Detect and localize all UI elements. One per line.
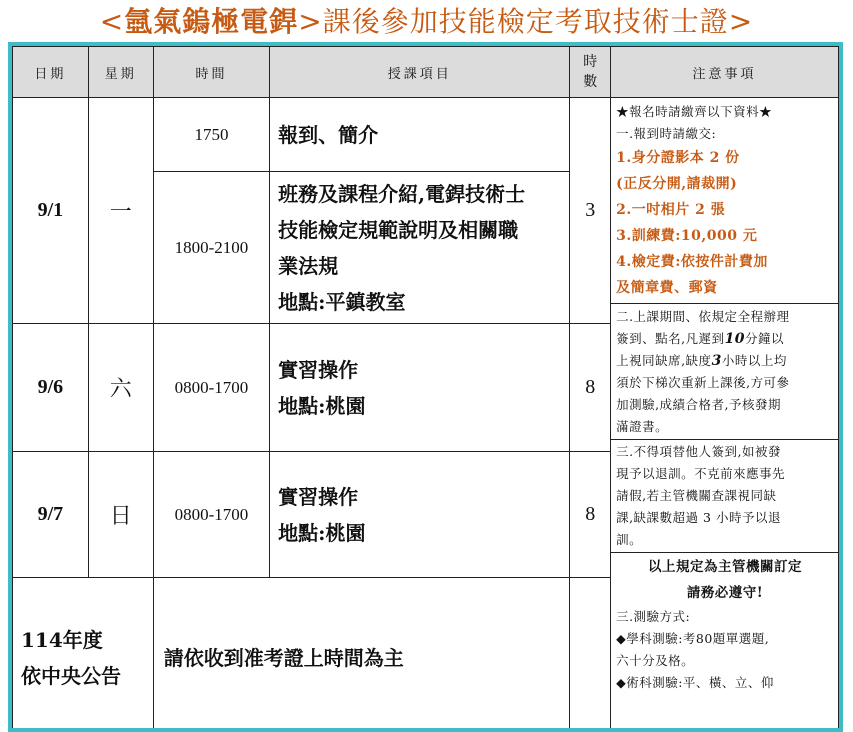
item-line: 實習操作 bbox=[278, 352, 569, 388]
notes-absence-hours: 3 bbox=[712, 353, 722, 369]
header-hours-top: 時 bbox=[570, 52, 610, 72]
row-item bbox=[270, 98, 570, 172]
notes-intro: ★報名時請繳齊以下資料★ bbox=[616, 101, 834, 123]
title-course-name: 氬氣鎢極電銲 bbox=[124, 5, 298, 38]
notes-item3-line: 請假,若主管機關查課視同缺 bbox=[616, 485, 834, 507]
title-subtitle: 課後參加技能檢定考取技術士證> bbox=[323, 5, 753, 38]
item-line: 地點:桃園 bbox=[278, 388, 569, 424]
notes-item1-line: 4.檢定費:依按件計費加 bbox=[616, 249, 834, 275]
row-date: 9/7 bbox=[13, 452, 89, 578]
notes-item2-line bbox=[616, 328, 834, 350]
notes-item1-line: 1.身分證影本 2 份 bbox=[616, 145, 834, 171]
notes-late-minutes: 10 bbox=[725, 331, 745, 347]
notes-item3 bbox=[611, 439, 838, 551]
notes-rule-line: 以上規定為主管機關訂定 bbox=[616, 554, 834, 580]
notes-item2-text: 小時以上均 bbox=[722, 353, 787, 368]
notes-exam-line: ◆術科測驗:平、橫、立、仰 bbox=[616, 672, 834, 694]
year-line: 114年度 bbox=[21, 622, 153, 658]
notes-item1-line: (正反分開,請裁開) bbox=[616, 171, 834, 197]
notes-item1-line: 2.一吋相片 2 張 bbox=[616, 197, 834, 223]
header-notes: 注意事項 bbox=[611, 47, 839, 98]
header-date: 日期 bbox=[13, 47, 89, 98]
item-line: 業法規 bbox=[278, 248, 569, 284]
title-bracket-close: > bbox=[298, 5, 322, 38]
notes-exam-line: 三.測驗方式: bbox=[616, 606, 834, 628]
notes-item2-line: 滿證書。 bbox=[616, 416, 834, 438]
notes-rule-and-exam bbox=[611, 552, 838, 694]
title-bracket-open: < bbox=[100, 5, 124, 38]
notes-item3-line: 課,缺課數超過 3 小時予以退 bbox=[616, 507, 834, 529]
notes-item2-line: 加測驗,成績合格者,予核發期 bbox=[616, 394, 834, 416]
row-time: 1800-2100 bbox=[153, 172, 269, 324]
schedule-table bbox=[12, 46, 839, 732]
item-line: 地點:平鎮教室 bbox=[278, 284, 569, 320]
row-item bbox=[270, 324, 570, 452]
header-time: 時間 bbox=[153, 47, 269, 98]
row-hours: 8 bbox=[570, 452, 611, 578]
notes-item1-line: 3.訓練費:10,000 元 bbox=[616, 223, 834, 249]
row-hours: 3 bbox=[570, 98, 611, 324]
notes-item2-line bbox=[616, 350, 834, 372]
row-year-note bbox=[13, 578, 154, 732]
row-weekday: 一 bbox=[88, 98, 153, 324]
row-time: 1750 bbox=[153, 98, 269, 172]
item-line: 實習操作 bbox=[278, 479, 569, 515]
notes-item1-line: 及簡章費、郵資 bbox=[616, 275, 834, 301]
header-row bbox=[13, 47, 839, 98]
row-date: 9/1 bbox=[13, 98, 89, 324]
item-line: 地點:桃園 bbox=[278, 515, 569, 551]
schedule-frame bbox=[8, 42, 843, 732]
header-weekday: 星期 bbox=[88, 47, 153, 98]
notes-exam-line: ◆學科測驗:考80題單選題, bbox=[616, 628, 834, 650]
row-hours: 8 bbox=[570, 324, 611, 452]
row-time: 0800-1700 bbox=[153, 324, 269, 452]
row-hours-empty bbox=[570, 578, 611, 732]
notes-item3-line: 三.不得項替他人簽到,如被發 bbox=[616, 441, 834, 463]
notes-item2-text: 簽到、點名,凡遲到 bbox=[616, 331, 724, 346]
row-weekday: 六 bbox=[88, 324, 153, 452]
notes-rule-line: 請務必遵守! bbox=[616, 580, 834, 606]
notes-item2-line: 二.上課期間、依規定全程辦理 bbox=[616, 306, 834, 328]
notes-item2-text: 上視同缺席,缺度 bbox=[616, 353, 711, 368]
notes-item2 bbox=[611, 303, 838, 438]
item-line: 報到、簡介 bbox=[278, 117, 569, 153]
page-title bbox=[0, 4, 853, 40]
header-item: 授課項目 bbox=[270, 47, 570, 98]
table-row bbox=[13, 98, 839, 172]
item-line: 班務及課程介紹,電銲技術士 bbox=[278, 176, 569, 212]
item-line: 技能檢定規範說明及相關職 bbox=[278, 212, 569, 248]
notes-cell bbox=[611, 98, 839, 732]
row-date: 9/6 bbox=[13, 324, 89, 452]
notes-item3-line: 現予以退訓。不克前來應事先 bbox=[616, 463, 834, 485]
row-item bbox=[270, 452, 570, 578]
row-weekday: 日 bbox=[88, 452, 153, 578]
notes-item3-line: 訓。 bbox=[616, 529, 834, 551]
row-item-final: 請依收到准考證上時間為主 bbox=[153, 578, 570, 732]
notes-item2-text: 分鐘以 bbox=[745, 331, 784, 346]
year-line: 依中央公告 bbox=[21, 658, 153, 694]
row-item bbox=[270, 172, 570, 324]
notes-exam-line: 六十分及格。 bbox=[616, 650, 834, 672]
notes-item1-head: 一.報到時請繳交: bbox=[616, 123, 834, 145]
row-time: 0800-1700 bbox=[153, 452, 269, 578]
notes-item2-line: 須於下梯次重新上課後,方可參 bbox=[616, 372, 834, 394]
header-hours-bottom: 數 bbox=[570, 72, 610, 92]
header-hours bbox=[570, 47, 611, 98]
